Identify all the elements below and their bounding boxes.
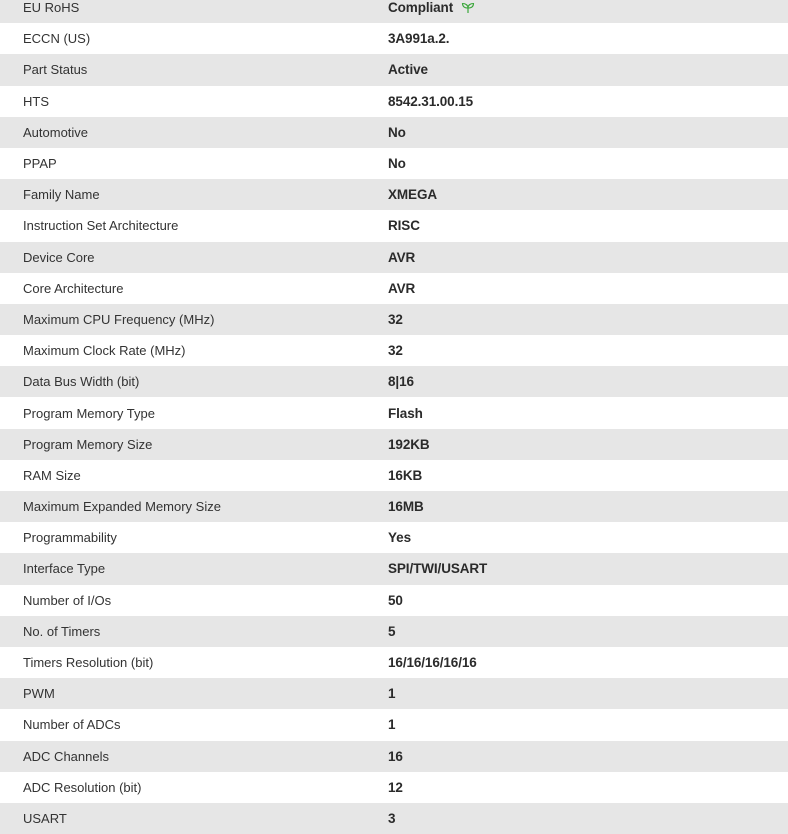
- spec-value: 32: [388, 311, 403, 327]
- spec-value: No: [388, 124, 406, 140]
- spec-label: ADC Resolution (bit): [23, 779, 142, 795]
- spec-label: EU RoHS: [23, 0, 80, 16]
- spec-row-timers-resolution: [0, 647, 788, 678]
- spec-row-hts: [0, 86, 788, 117]
- spec-label: No. of Timers: [23, 623, 101, 639]
- spec-label: Number of ADCs: [23, 717, 121, 733]
- spec-row-data-bus-width: [0, 366, 788, 397]
- spec-value: 16: [388, 748, 403, 764]
- spec-label: USART: [23, 810, 67, 826]
- spec-label: Maximum Clock Rate (MHz): [23, 343, 186, 359]
- spec-value: Flash: [388, 405, 423, 421]
- spec-row-pwm: [0, 678, 788, 709]
- spec-row-automotive: [0, 117, 788, 148]
- spec-value: Yes: [388, 530, 411, 546]
- spec-row-part-status: [0, 54, 788, 85]
- spec-row-max-expanded-memory: [0, 491, 788, 522]
- spec-label: Part Status: [23, 62, 88, 78]
- spec-label: PWM: [23, 686, 55, 702]
- spec-label: Device Core: [23, 249, 95, 265]
- spec-label: Core Architecture: [23, 280, 124, 296]
- spec-row-max-clock-rate: [0, 335, 788, 366]
- spec-label: Programmability: [23, 530, 117, 546]
- spec-row-usart: [0, 803, 788, 834]
- spec-value: 5: [388, 623, 396, 639]
- spec-value: 8|16: [388, 374, 414, 390]
- spec-row-number-of-ios: [0, 585, 788, 616]
- spec-label: Maximum CPU Frequency (MHz): [23, 311, 215, 327]
- spec-row-isa: [0, 210, 788, 241]
- spec-row-programmability: [0, 522, 788, 553]
- spec-value: RISC: [388, 218, 420, 234]
- spec-label: Automotive: [23, 124, 89, 140]
- spec-row-adc-resolution: [0, 772, 788, 803]
- spec-value: 1: [388, 717, 396, 733]
- leaf-icon: [461, 2, 475, 14]
- spec-value: 3: [388, 810, 396, 826]
- spec-label: PPAP: [23, 156, 57, 172]
- spec-label: Family Name: [23, 187, 100, 203]
- spec-label: Data Bus Width (bit): [23, 374, 140, 390]
- spec-row-program-memory-size: [0, 429, 788, 460]
- spec-row-eccn: [0, 23, 788, 54]
- spec-row-number-of-adcs: [0, 709, 788, 740]
- spec-value: 16/16/16/16/16: [388, 655, 477, 671]
- spec-value: 32: [388, 343, 403, 359]
- spec-label: Timers Resolution (bit): [23, 655, 154, 671]
- spec-row-ppap: [0, 148, 788, 179]
- spec-label: ECCN (US): [23, 31, 91, 47]
- spec-value: Compliant: [388, 0, 454, 16]
- spec-label: Maximum Expanded Memory Size: [23, 499, 221, 515]
- spec-row-interface-type: [0, 553, 788, 584]
- spec-label: Instruction Set Architecture: [23, 218, 179, 234]
- spec-row-ram-size: [0, 460, 788, 491]
- spec-value: AVR: [388, 249, 416, 265]
- spec-row-program-memory-type: [0, 397, 788, 428]
- spec-label: Interface Type: [23, 561, 106, 577]
- spec-row-no-of-timers: [0, 616, 788, 647]
- spec-label: HTS: [23, 93, 49, 109]
- spec-row-core-architecture: [0, 273, 788, 304]
- spec-value: Active: [388, 62, 428, 78]
- spec-value: 192KB: [388, 436, 430, 452]
- spec-row-device-core: [0, 242, 788, 273]
- spec-row-adc-channels: [0, 741, 788, 772]
- spec-label: RAM Size: [23, 467, 81, 483]
- spec-row-eu-rohs: [0, 0, 788, 23]
- spec-value-wrap: [388, 0, 788, 15]
- spec-value: 1: [388, 686, 396, 702]
- spec-label: Program Memory Type: [23, 405, 155, 421]
- spec-value: 3A991a.2.: [388, 31, 450, 47]
- spec-label: ADC Channels: [23, 748, 109, 764]
- spec-value: 12: [388, 779, 403, 795]
- spec-value: No: [388, 156, 406, 172]
- spec-value: 50: [388, 592, 403, 608]
- spec-label: Number of I/Os: [23, 592, 112, 608]
- spec-value: 16KB: [388, 467, 423, 483]
- spec-value: AVR: [388, 280, 416, 296]
- spec-row-max-cpu-frequency: [0, 304, 788, 335]
- spec-value: XMEGA: [388, 187, 438, 203]
- spec-value: 16MB: [388, 499, 424, 515]
- spec-value: SPI/TWI/USART: [388, 561, 488, 577]
- spec-label: Program Memory Size: [23, 436, 153, 452]
- spec-row-family-name: [0, 179, 788, 210]
- spec-value: 8542.31.00.15: [388, 93, 474, 109]
